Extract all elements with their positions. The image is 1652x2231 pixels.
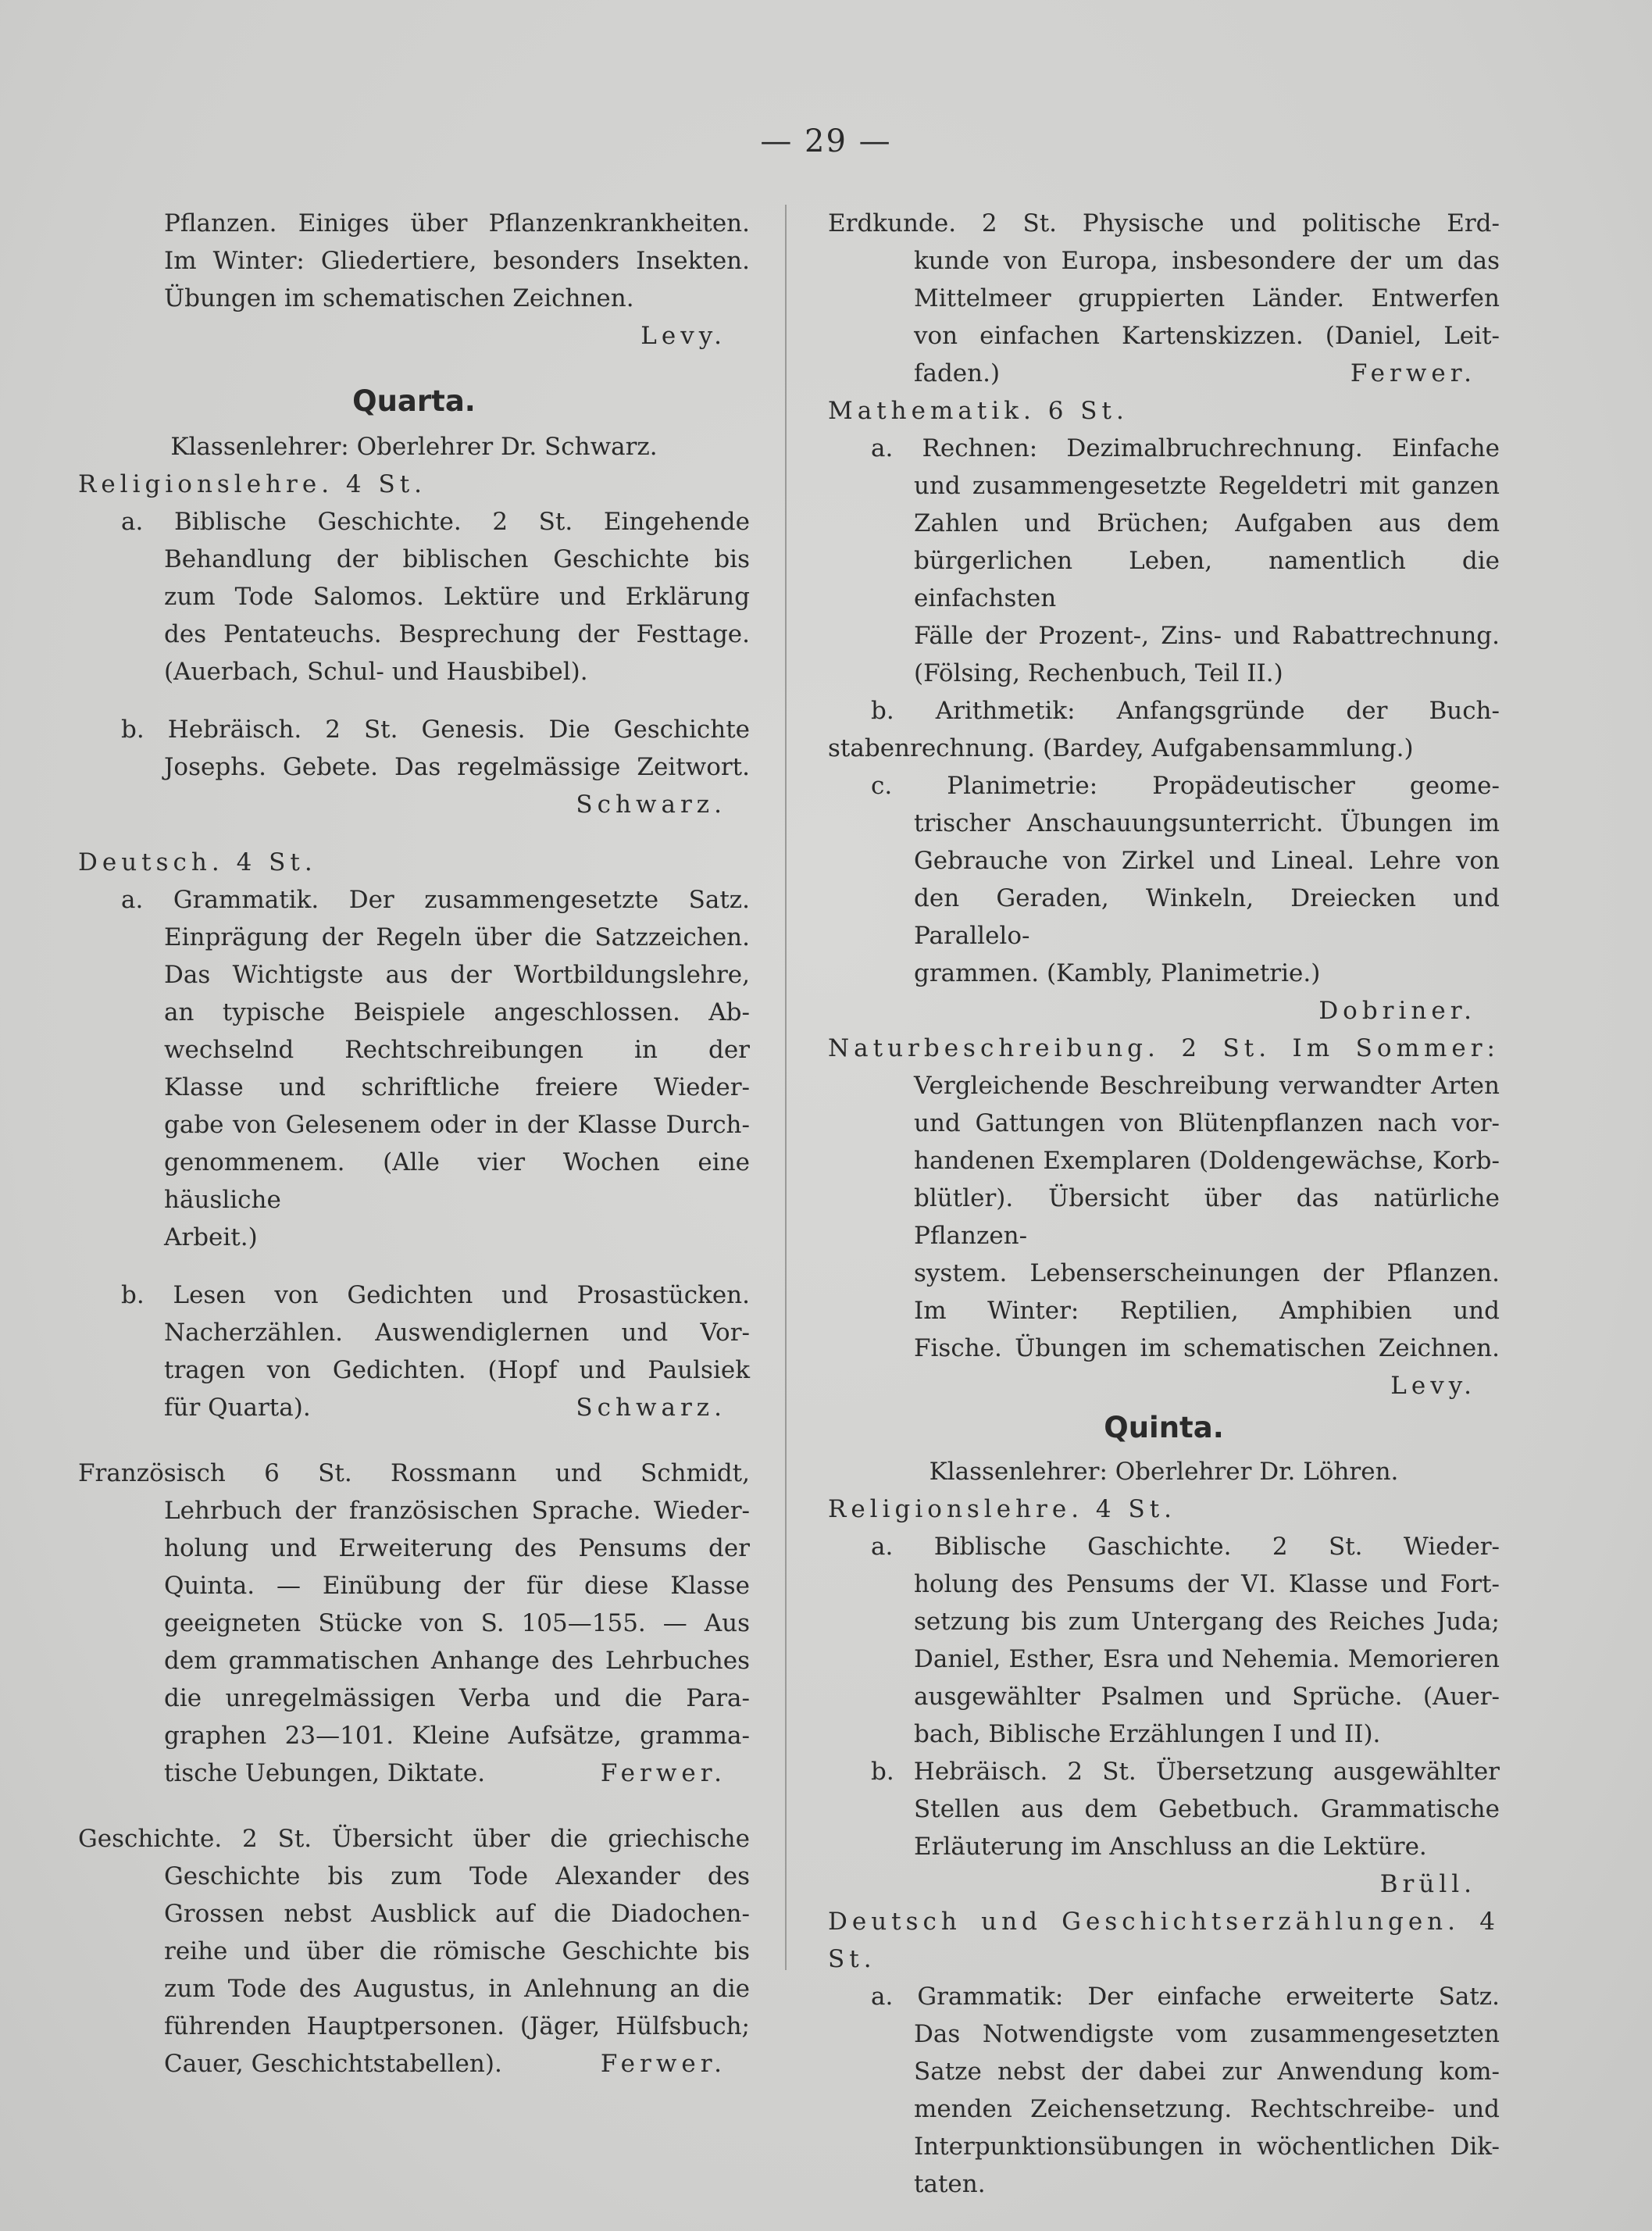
text-line: Im Winter: Reptilien, Amphibien und: [914, 1297, 1500, 1325]
text-line: ausgewählter Psalmen und Sprüche. (Auer-: [914, 1683, 1500, 1711]
teacher-signature: Schwarz.: [576, 1394, 726, 1422]
text-line: Daniel, Esther, Esra und Nehemia. Memorieren: [914, 1645, 1500, 1673]
text-line: Josephs. Gebete. Das regelmässige Zeitwort.: [164, 753, 750, 781]
text-line: Naturbeschreibung. 2 St. Im Sommer:: [828, 1034, 1500, 1062]
text-line: a. Grammatik. Der zusammengesetzte Satz.: [121, 886, 750, 914]
text-line: Stellen aus dem Gebetbuch. Grammatische: [914, 1795, 1500, 1823]
teacher-signature: Brüll.: [1379, 1870, 1476, 1898]
column-divider: [785, 205, 787, 1970]
text-line: des Pentateuchs. Besprechung der Festtage.: [164, 620, 750, 648]
teacher-signature: Levy.: [1390, 1372, 1476, 1400]
text-line: stabenrechnung. (Bardey, Aufgabensammlung.): [828, 734, 1414, 762]
text-line: system. Lebenserscheinungen der Pflanzen.: [914, 1259, 1500, 1287]
text-line: gabe von Gelesenem oder in der Klasse Durch-: [164, 1111, 750, 1139]
text-line: menden Zeichensetzung. Rechtschreibe- und: [914, 2095, 1500, 2123]
text-line: an typische Beispiele angeschlossen. Ab-: [164, 998, 750, 1026]
text-line: Lehrbuch der französischen Sprache. Wieder-: [164, 1497, 750, 1525]
text-line: den Geraden, Winkeln, Dreiecken und Parallelo-: [914, 884, 1500, 950]
text-line: Fische. Übungen im schematischen Zeichnen.: [914, 1334, 1500, 1362]
subject-heading: Religionslehre. 4 St.: [828, 1495, 1177, 1523]
text-line: reihe und über die römische Geschichte bis: [164, 1937, 750, 1965]
text-line: von einfachen Kartenskizzen. (Daniel, Leit-: [914, 322, 1500, 350]
text-line: [78, 1754, 750, 1792]
text-line: Zahlen und Brüchen; Aufgaben aus dem: [914, 509, 1500, 537]
text-line: b. Arithmetik: Anfangsgründe der Buch-: [871, 697, 1500, 725]
text-line: Behandlung der biblischen Geschichte bis: [164, 545, 750, 573]
text-line: taten.: [914, 2170, 986, 2198]
text-line: Fälle der Prozent-, Zins- und Rabattrechnung.: [914, 622, 1500, 650]
subject-heading: Religionslehre. 4 St.: [78, 470, 427, 498]
text-line: a. Biblische Geschichte. 2 St. Eingehende: [121, 508, 750, 536]
text-line: Geschichte bis zum Tode Alexander des: [164, 1862, 750, 1890]
text-line: holung des Pensums der VI. Klasse und Fort-: [914, 1570, 1500, 1598]
text-line: wechselnd Rechtschreibungen in der: [164, 1036, 750, 1064]
text-line: b. Hebräisch. 2 St. Übersetzung ausgewählter: [871, 1758, 1500, 1786]
page-number: — 29 —: [760, 123, 892, 159]
text-line: a. Rechnen: Dezimalbruchrechnung. Einfache: [871, 434, 1500, 462]
text-line: Interpunktionsübungen in wöchentlichen Dik-: [914, 2133, 1500, 2161]
subject-heading: Mathematik. 6 St.: [828, 397, 1129, 425]
text-line: zum Tode des Augustus, in Anlehnung an die: [164, 1975, 750, 2003]
text-line: dem grammatischen Anhange des Lehrbuches: [164, 1647, 750, 1675]
text-line: Erdkunde. 2 St. Physische und politische Erd-: [828, 209, 1500, 237]
text-line: (Auerbach, Schul- und Hausbibel).: [164, 658, 588, 686]
text-fragment: faden.): [914, 359, 1001, 387]
right-column: [828, 205, 1500, 2203]
text-line: Nacherzählen. Auswendiglernen und Vor-: [164, 1319, 750, 1347]
text-line: kunde von Europa, insbesondere der um das: [914, 247, 1500, 275]
text-line: holung und Erweiterung des Pensums der: [164, 1534, 750, 1562]
text-line: bach, Biblische Erzählungen I und II).: [914, 1720, 1381, 1748]
class-teacher: Klassenlehrer: Oberlehrer Dr. Löhren.: [929, 1458, 1399, 1486]
text-line: genommenem. (Alle vier Wochen eine häusliche: [164, 1148, 750, 1214]
text-line: [78, 2045, 750, 2083]
text-line: trischer Anschauungsunterricht. Übungen im: [914, 809, 1500, 837]
text-fragment: Cauer, Geschichtstabellen).: [164, 2050, 502, 2078]
section-heading-quinta: Quinta.: [1104, 1411, 1224, 1444]
text-line: Das Wichtigste aus der Wortbildungslehre,: [164, 961, 750, 989]
text-line: Übungen im schematischen Zeichnen.: [164, 284, 634, 312]
text-fragment: tische Uebungen, Diktate.: [164, 1759, 486, 1787]
teacher-signature: Schwarz.: [576, 791, 726, 819]
subject-heading: Deutsch und Geschichtserzählungen. 4 St.: [828, 1908, 1500, 1973]
text-line: Geschichte. 2 St. Übersicht über die griechische: [78, 1825, 750, 1853]
text-line: Französisch 6 St. Rossmann und Schmidt,: [78, 1459, 750, 1487]
text-line: handenen Exemplaren (Doldengewächse, Korb-: [914, 1147, 1500, 1175]
text-line: b. Lesen von Gedichten und Prosastücken.: [121, 1281, 750, 1309]
text-line: blütler). Übersicht über das natürliche Pflanzen-: [914, 1184, 1500, 1250]
text-line: grammen. (Kambly, Planimetrie.): [914, 959, 1321, 987]
text-line: geeigneten Stücke von S. 105—155. — Aus: [164, 1609, 750, 1637]
text-line: setzung bis zum Untergang des Reiches Juda;: [914, 1608, 1500, 1636]
subject-heading: Deutsch. 4 St.: [78, 848, 317, 876]
text-line: und Gattungen von Blütenpflanzen nach vor-: [914, 1109, 1500, 1137]
text-line: Einprägung der Regeln über die Satzzeichen.: [164, 923, 750, 951]
text-line: Quinta. — Einübung der für diese Klasse: [164, 1572, 750, 1600]
text-line: tragen von Gedichten. (Hopf und Paulsiek: [164, 1356, 750, 1384]
text-line: die unregelmässigen Verba und die Para-: [164, 1684, 750, 1712]
text-line: Im Winter: Gliedertiere, besonders Insekten.: [164, 247, 750, 275]
teacher-signature: Ferwer.: [600, 1759, 726, 1787]
teacher-signature: Levy.: [640, 322, 726, 350]
text-line: und zusammengesetzte Regeldetri mit ganzen: [914, 472, 1500, 500]
text-fragment: für Quarta).: [164, 1394, 311, 1422]
text-line: a. Grammatik: Der einfache erweiterte Satz.: [871, 1983, 1500, 2011]
text-line: zum Tode Salomos. Lektüre und Erklärung: [164, 583, 750, 611]
left-column: [78, 205, 750, 2083]
text-line: Vergleichende Beschreibung verwandter Arten: [914, 1072, 1500, 1100]
text-line: Erläuterung im Anschluss an die Lektüre.: [914, 1833, 1427, 1861]
teacher-signature: Dobriner.: [1318, 997, 1476, 1025]
text-line: Klasse und schriftliche freiere Wieder-: [164, 1073, 750, 1101]
text-line: (Fölsing, Rechenbuch, Teil II.): [914, 659, 1283, 687]
teacher-signature: Ferwer.: [1350, 359, 1476, 387]
teacher-signature: Ferwer.: [600, 2050, 726, 2078]
text-line: Grossen nebst Ausblick auf die Diadochen-: [164, 1900, 750, 1928]
text-line: Arbeit.): [164, 1223, 258, 1251]
text-line: bürgerlichen Leben, namentlich die einfachsten: [914, 547, 1500, 612]
text-line: Das Notwendigste vom zusammengesetzten: [914, 2020, 1500, 2048]
text-line: [828, 355, 1500, 392]
text-line: graphen 23—101. Kleine Aufsätze, gramma-: [164, 1722, 750, 1750]
text-line: b. Hebräisch. 2 St. Genesis. Die Geschichte: [121, 716, 750, 744]
text-line: Gebrauche von Zirkel und Lineal. Lehre von: [914, 847, 1500, 875]
text-line: [78, 1389, 750, 1426]
text-line: führenden Hauptpersonen. (Jäger, Hülfsbuch;: [164, 2012, 750, 2040]
text-line: c. Planimetrie: Propädeutischer geome-: [871, 772, 1500, 800]
class-teacher: Klassenlehrer: Oberlehrer Dr. Schwarz.: [170, 433, 658, 461]
text-line: Satze nebst der dabei zur Anwendung kom-: [914, 2058, 1500, 2086]
text-line: Pflanzen. Einiges über Pflanzenkrankheiten.: [164, 209, 750, 237]
section-heading-quarta: Quarta.: [352, 384, 476, 418]
text-line: Mittelmeer gruppierten Länder. Entwerfen: [914, 284, 1500, 312]
text-line: a. Biblische Gaschichte. 2 St. Wieder-: [871, 1533, 1500, 1561]
